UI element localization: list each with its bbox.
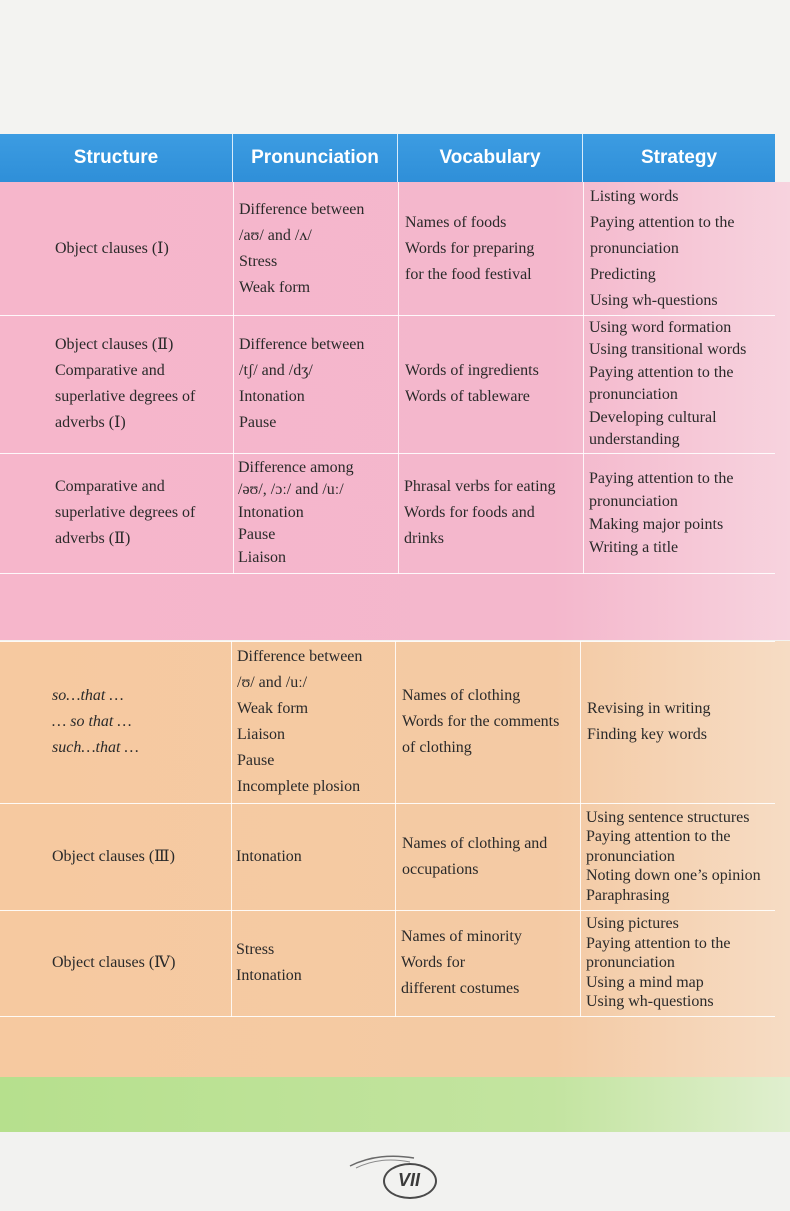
row-5-vocabulary: Names of clothing and occupations (402, 834, 548, 878)
row-2-strategy: Using word formation Using transitional words Paying attention to the pronunciation Developing cultural understanding (589, 318, 747, 448)
row-5-pronunciation: Intonation (236, 847, 302, 865)
page-number (383, 1163, 435, 1197)
row-1-strategy: Listing words Paying attention to the pronunciation Predicting Using wh-questions (590, 187, 735, 309)
row-2-vocabulary: Words of ingredients Words of tableware (405, 362, 539, 405)
column-divider (583, 182, 584, 574)
header-pronunciation: Pronunciation (233, 134, 398, 182)
page-number-label: VII (397, 1169, 420, 1190)
row-divider (0, 573, 775, 574)
row-5-strategy: Using sentence structures Paying attention to the pronunciation Noting down one’s opinion Paraphrasing (586, 808, 761, 904)
row-2-pronunciation: Difference between /tʃ/ and /dʒ/ Intonation Pause (239, 336, 365, 431)
table-header (0, 134, 775, 182)
row-6-strategy: Using pictures Paying attention to the pronunciation Using a mind map Using wh-questions (586, 915, 731, 1011)
row-1-pronunciation: Difference between /aʊ/ and /ʌ/ Stress Weak form (239, 200, 365, 296)
row-2-structure: Object clauses (Ⅱ) Comparative and superlative degrees of adverbs (Ⅰ) (55, 336, 196, 431)
green-section-band (0, 1077, 790, 1132)
row-4-vocabulary: Names of clothing Words for the comments of clothing (402, 687, 560, 756)
row-4-pronunciation: Difference between /ʊ/ and /uː/ Weak form Liaison Pause Incomplete plosion (237, 648, 363, 795)
row-3-pronunciation: Difference among /əʊ/, /ɔː/ and /uː/ Intonation Pause Liaison (238, 458, 354, 566)
column-divider (395, 641, 396, 1017)
row-3-structure: Comparative and superlative degrees of adverbs (Ⅱ) (55, 478, 196, 547)
column-divider (580, 641, 581, 1017)
row-4-strategy: Revising in writing Finding key words (587, 700, 711, 743)
column-divider (233, 182, 234, 574)
row-1-structure: Object clauses (Ⅰ) (55, 239, 169, 257)
header-strategy: Strategy (640, 147, 718, 168)
header-vocabulary: Vocabulary (398, 134, 583, 182)
row-5-structure: Object clauses (Ⅲ) (52, 847, 175, 865)
row-3-vocabulary: Phrasal verbs for eating Words for foods and drinks (404, 478, 556, 547)
row-divider (0, 1016, 775, 1017)
row-6-vocabulary: Names of minority Words for different costumes (401, 928, 522, 997)
column-divider (231, 641, 232, 1017)
row-3-strategy: Paying attention to the pronunciation Making major points Writing a title (589, 470, 734, 556)
row-1-vocabulary: Names of foods Words for preparing for the food festival (405, 213, 535, 283)
row-6-pronunciation: Stress Intonation (236, 941, 302, 984)
header-structure: Structure (0, 134, 233, 182)
row-6-structure: Object clauses (Ⅳ) (52, 954, 176, 971)
row-4-structure: so…that … … so that … such…that … (52, 687, 139, 756)
column-divider (398, 182, 399, 574)
